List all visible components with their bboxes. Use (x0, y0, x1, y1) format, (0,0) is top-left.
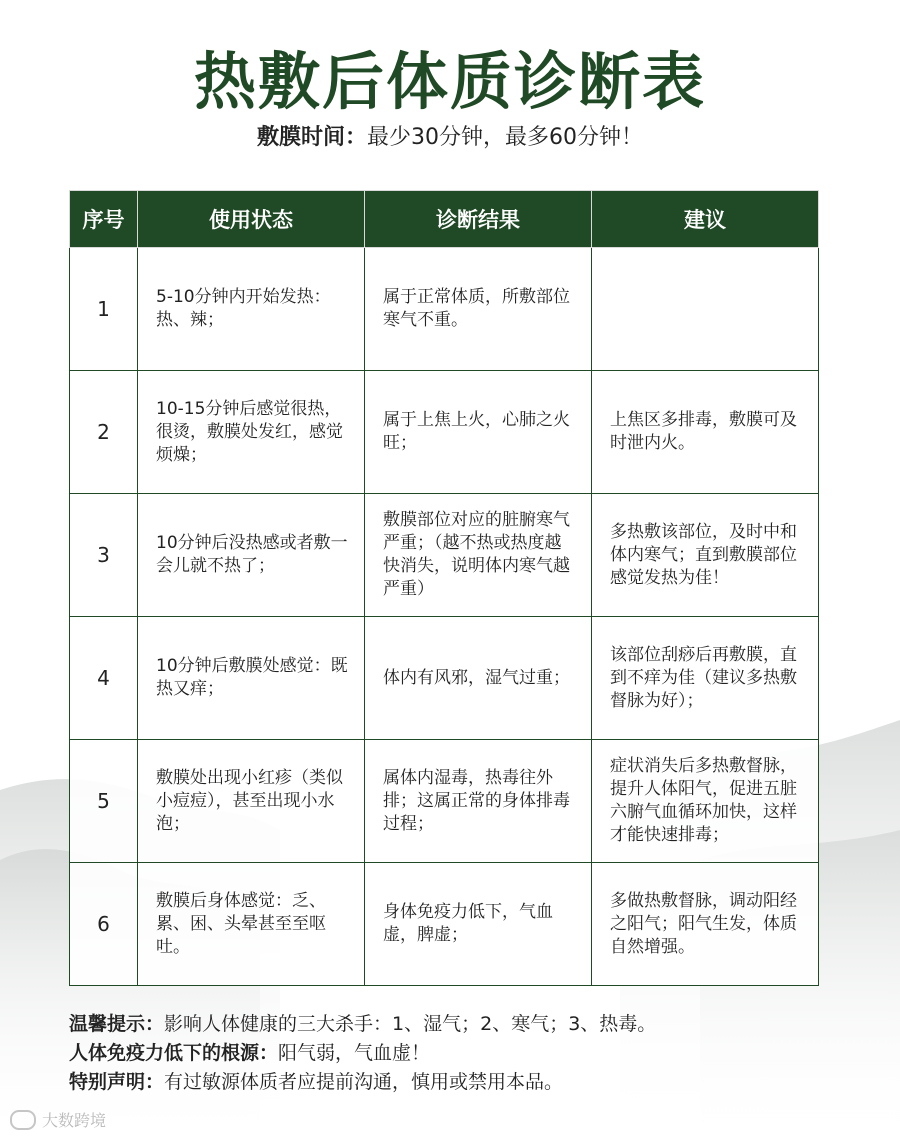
row-status: 5-10分钟内开始发热：热、辣； (138, 248, 365, 371)
page-title: 热敷后体质诊断表 (193, 45, 706, 118)
row-advice: 该部位刮痧后再敷膜，直到不痒为佳（建议多热敷督脉为好）； (592, 617, 819, 740)
watermark-text: 大数跨境 (42, 1111, 107, 1130)
table-row (70, 371, 819, 494)
row-result: 体内有风邪，湿气过重； (365, 617, 592, 740)
row-advice: 多热敷该部位，及时中和体内寒气；直到敷膜部位感觉发热为佳！ (592, 494, 819, 617)
row-result: 属于正常体质，所敷部位寒气不重。 (365, 248, 592, 371)
table-row (70, 494, 819, 617)
header-result: 诊断结果 (365, 191, 592, 248)
tip-line (69, 1010, 656, 1039)
header-advice: 建议 (592, 191, 819, 248)
row-status: 10-15分钟后感觉很热，很烫，敷膜处发红，感觉烦燥； (138, 371, 365, 494)
row-result: 属体内湿毒，热毒往外排；这属正常的身体排毒过程； (365, 740, 592, 863)
row-result: 敷膜部位对应的脏腑寒气严重；（越不热或热度越快消失，说明体内寒气越严重） (365, 494, 592, 617)
tip-text: 阳气弱，气血虚！ (278, 1042, 431, 1064)
row-result: 属于上焦上火，心肺之火旺； (365, 371, 592, 494)
row-status: 敷膜处出现小红疹（类似小痘痘），甚至出现小水泡； (138, 740, 365, 863)
page-subtitle (0, 121, 900, 155)
tip-label: 温馨提示： (69, 1013, 165, 1035)
tips-section (69, 1010, 656, 1097)
row-advice: 上焦区多排毒，敷膜可及时泄内火。 (592, 371, 819, 494)
table-row (70, 248, 819, 371)
row-status: 10分钟后没热感或者敷一会儿就不热了； (138, 494, 365, 617)
table-header-row (70, 191, 819, 248)
row-number: 5 (70, 740, 138, 863)
diagnosis-table (69, 190, 819, 986)
row-result: 身体免疫力低下，气血虚，脾虚； (365, 863, 592, 986)
row-number: 2 (70, 371, 138, 494)
watermark (10, 1108, 106, 1131)
tip-label: 特别声明： (69, 1071, 165, 1093)
row-advice: 多做热敷督脉，调动阳经之阳气；阳气生发，体质自然增强。 (592, 863, 819, 986)
subtitle-label: 敷膜时间： (256, 125, 367, 150)
row-number: 4 (70, 617, 138, 740)
subtitle-text: 最少30分钟，最多60分钟！ (367, 125, 643, 150)
table-row (70, 617, 819, 740)
table-row (70, 740, 819, 863)
tip-label: 人体免疫力低下的根源： (69, 1042, 279, 1064)
tip-line (69, 1039, 656, 1068)
table-row (70, 863, 819, 986)
row-status: 敷膜后身体感觉：乏、累、困、头晕甚至至呕吐。 (138, 863, 365, 986)
row-status: 10分钟后敷膜处感觉：既热又痒； (138, 617, 365, 740)
row-number: 1 (70, 248, 138, 371)
row-advice (592, 248, 819, 371)
row-advice: 症状消失后多热敷督脉，提升人体阳气，促进五脏六腑气血循环加快，这样才能快速排毒； (592, 740, 819, 863)
tip-text: 有过敏源体质者应提前沟通，慎用或禁用本品。 (164, 1071, 564, 1093)
row-number: 6 (70, 863, 138, 986)
header-status: 使用状态 (138, 191, 365, 248)
header-number: 序号 (70, 191, 138, 248)
watermark-logo-icon (10, 1110, 36, 1130)
tip-text: 影响人体健康的三大杀手：1、湿气；2、寒气；3、热毒。 (164, 1013, 657, 1035)
tip-line (69, 1068, 656, 1097)
row-number: 3 (70, 494, 138, 617)
